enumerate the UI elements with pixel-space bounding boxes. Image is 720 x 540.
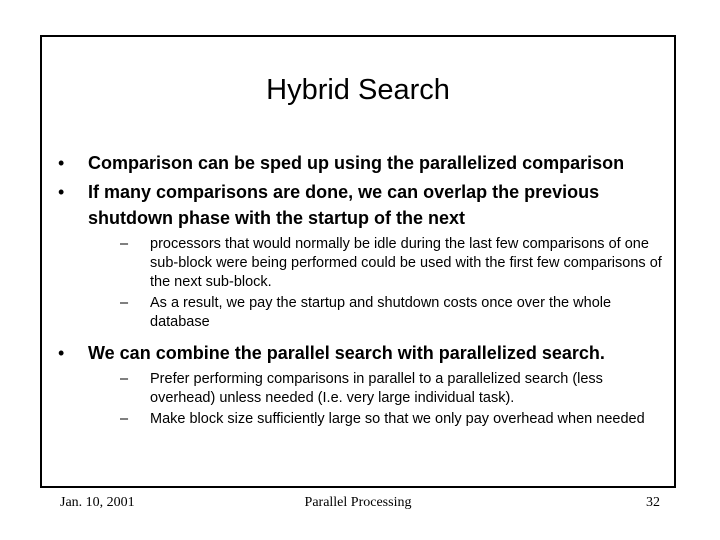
sub-list [88,370,668,429]
sub-item [120,235,668,292]
sub-item-text: Make block size sufficiently large so that we only pay overhead when needed [150,411,645,427]
slide-content [58,150,668,437]
sub-item-text: processors that would normally be idle during the last few comparisons of one sub-block were being performed could be used with the first few comparisons of the next sub-block. [150,236,662,290]
dash-mark: – [120,371,129,387]
sub-item [120,370,668,408]
sub-item [120,294,668,332]
sub-list [88,235,668,332]
sub-item-text: Prefer performing comparisons in parallel to a parallelized search (less overhead) unless needed (I.e. very large individual task). [150,371,603,406]
dash-mark: – [120,236,129,252]
sub-item [120,410,668,429]
bullet-text: We can combine the parallel search with parallelized search. [88,343,605,363]
bullet-mark: • [58,343,65,363]
bullet-item [58,179,668,332]
sub-item-text: As a result, we pay the startup and shutdown costs once over the whole database [150,295,612,330]
bullet-item [58,340,668,429]
bullet-mark: • [58,182,65,202]
bullet-text: Comparison can be sped up using the parallelized comparison [88,153,625,173]
slide-title: Hybrid Search [266,74,450,106]
dash-mark: – [120,295,129,311]
footer-date: Jan. 10, 2001 [60,495,135,510]
bullet-mark: • [58,153,65,173]
bullet-item [58,150,668,176]
dash-mark: – [120,411,129,427]
bullet-text: If many comparisons are done, we can overlap the previous shutdown phase with the startup of the next [88,182,600,228]
footer-title: Parallel Processing [304,495,412,510]
page-number: 32 [646,495,660,510]
